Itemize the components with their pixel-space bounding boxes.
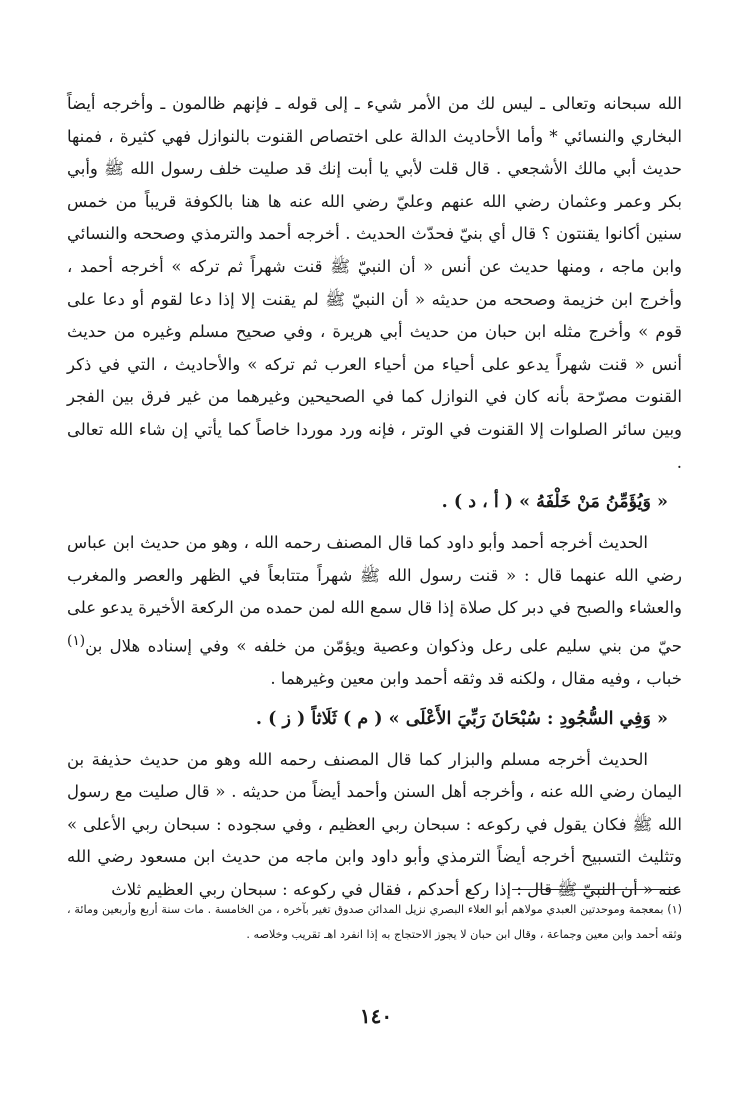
paragraph-sujud-hadith: الحديث أخرجه مسلم والبزار كما قال المصنف رحمه الله وهو من حديث حذيفة بن اليمان رضي الله عنه ، وأخرجه أهل السنن وأحمد أيضاً من حديثه . « قال صليت مع رسول الله ﷺ فكان يقول في ركوعه : سبحان ربي العظيم ، وفي سجوده : سبحان ربي الأعلى » وتثليث التسبيح أخرجه أيضاً الترمذي وأبو داود وابن ماجه من حديث ابن مسعود رضي الله عنه « أن النبيّ ﷺ قال : إذا ركع أحدكم ، فقال في ركوعه : سبحان ربي العظيم ثلاث xyxy=(67,749,682,899)
paragraph-taamin-text: الحديث أخرجه أحمد وأبو داود كما قال المصنف رحمه الله ، وهو من حديث ابن عباس رضي الله عنهما قال : « قنت رسول الله ﷺ شهراً متتابعاً في الظهر والعصر والمغرب والعشاء والصبح في دبر كل صلاة إذا قال سمع الله لمن حمده من الركعة الأخيرة يدعو على حيّ من بني سليم على رعل وذكوان وعصية ويؤمّن من خلفه » وفي إسناده هلال بن xyxy=(67,533,682,656)
paragraph-qunut-nawazil: الله سبحانه وتعالى ـ ليس لك من الأمر شيء ـ إلى قوله ـ فإنهم ظالمون ـ وأخرجه أيضاً البخاري والنسائي * وأما الأحاديث الدالة على اختصاص القنوت بالنوازل فهي كثيرة ، فمنها حديث أبي مالك الأشجعي . قال قلت لأبي يا أبت إنك قد صليت خلف رسول الله ﷺ وأبي بكر وعمر وعثمان رضي الله عنهم وعليّ رضي الله عنه ها هنا بالكوفة قريباً من خمس سنين أكانوا يقنتون ؟ قال أي بنيّ فحدّث الحديث . أخرجه أحمد والترمذي وصححه والنسائي وابن ماجه ، ومنها حديث عن أنس « أن النبيّ ﷺ قنت شهراً ثم تركه » أخرجه أحمد ، وأخرج ابن خزيمة وصححه من حديثه « أن النبيّ ﷺ لم يقنت إلا إذا دعا لقوم أو دعا على قوم » وأخرج مثله ابن حبان من حديث أبي هريرة ، وفي صحيح مسلم وغيره من حديث أنس « قنت شهراً يدعو على أحياء من أحياء العرب ثم تركه » والأحاديث ، التي في ذكر القنوت مصرّحة بأنه كان في النوازل كما في الصحيحين وغيرهما من غير فرق بين الفجر وبين سائر الصلوات إلا القنوت في الوتر ، فإنه ورد موردا خاصاً كما يأتي إن شاء الله تعالى . xyxy=(67,94,682,472)
main-text-block xyxy=(67,88,682,907)
page-number: ١٤٠ xyxy=(359,1004,393,1028)
paragraph-taamin-hadith xyxy=(67,527,682,695)
footnote: (١) بمعجمة وموحدتين العبدي مولاهم أبو العلاء البصري نزيل المدائن صدوق تغير بآخره ، من الخامسة . مات سنة أربع وأربعين ومائة ، وثقه أحمد وابن معين وجماعة ، وقال ابن حبان لا يجوز الاحتجاج به إذا انفرد اهـ تقريب وخلاصه . xyxy=(67,903,682,941)
footnote-separator xyxy=(512,889,680,890)
paragraph-taamin-text-end: خباب ، وفيه مقال ، ولكنه قد وثقه أحمد وابن معين وغيرهما . xyxy=(270,669,682,688)
footnote-reference[interactable]: (١) xyxy=(67,632,86,649)
section-heading-taamin: « وَيُؤَمِّنُ مَنْ خَلْفَهُ » ( أ ، د ) . xyxy=(441,492,668,513)
section-heading-sujud: « وَفِي السُّجُودِ : سُبْحَانَ رَبِّيَ الأَعْلَى » ( م ) ثَلَاثاً ( ز ) . xyxy=(255,708,668,729)
